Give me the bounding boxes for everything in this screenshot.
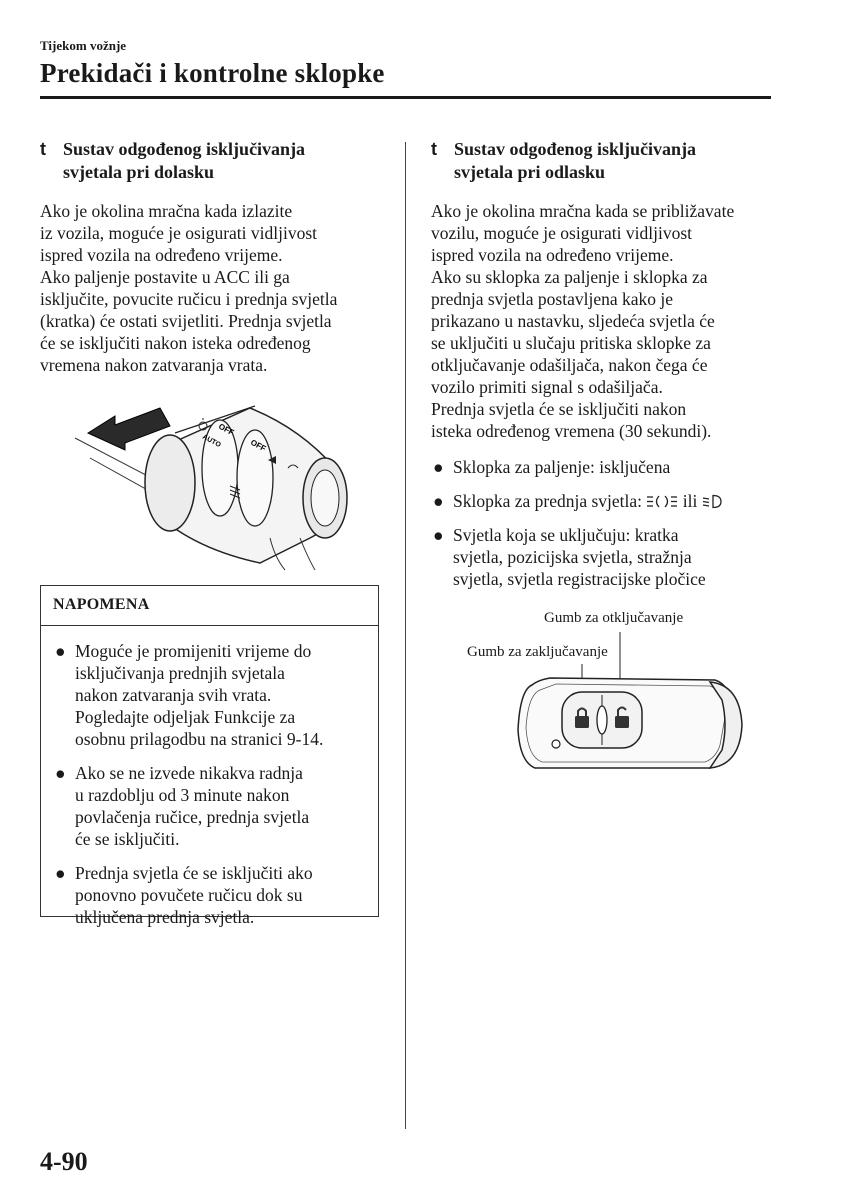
bullet-dot: ●	[433, 457, 444, 477]
page-title: Prekidači i kontrolne sklopke	[40, 58, 385, 88]
body-line: vozilo primiti signal s odašiljača.	[431, 377, 663, 397]
low-beam-icon	[702, 494, 722, 509]
body-line: će se isključiti nakon isteka određenog	[40, 333, 311, 353]
body-line: Ako je okolina mračna kada izlazite	[40, 201, 293, 221]
section-marker: t	[431, 139, 437, 159]
bullet-dot: ●	[433, 491, 444, 511]
note-line: povlačenja ručice, prednja svjetla	[75, 807, 310, 827]
body-line: Prednja svjetla će se isključiti nakon	[431, 399, 687, 419]
body-line: prikazano u nastavku, sljedeća svjetla će	[431, 311, 715, 331]
section-heading-departure	[431, 138, 773, 184]
note-line: će se isključiti.	[75, 829, 180, 849]
arrival-paragraph	[40, 200, 382, 376]
note-item	[53, 762, 370, 850]
bullet-dot: ●	[55, 863, 66, 883]
lock-button-label: Gumb za zaključavanje	[467, 644, 608, 660]
body-line: vremena nakon zatvaranja vrata.	[40, 355, 268, 375]
note-line: Moguće je promijeniti vrijeme do	[75, 641, 312, 661]
bullet-dot: ●	[433, 525, 444, 545]
condition-item	[431, 490, 773, 512]
body-line: vozilu, moguće je osigurati vidljivost	[431, 223, 693, 243]
body-line: Ako su sklopka za paljenje i sklopka za	[431, 267, 708, 287]
condition-line: svjetla, svjetla registracijske pločice	[453, 569, 706, 589]
body-line: ispred vozila na određeno vrijeme.	[431, 245, 674, 265]
title-rule	[40, 96, 771, 99]
departure-paragraph	[431, 200, 773, 442]
body-line: (kratka) će ostati svijetliti. Prednja svjetla	[40, 311, 332, 331]
condition-line: svjetla, pozicijska svjetla, stražnja	[453, 547, 692, 567]
section-title-line: svjetala pri odlasku	[454, 162, 606, 182]
body-line: se uključiti u slučaju pritiska sklopke za	[431, 333, 711, 353]
section-heading-arrival	[40, 138, 382, 184]
body-line: ispred vozila na određeno vrijeme.	[40, 245, 283, 265]
body-line: isključite, povucite ručicu i prednja svjetla	[40, 289, 338, 309]
breadcrumb: Tijekom vožnje	[40, 38, 127, 53]
note-list	[41, 626, 378, 928]
condition-text: Sklopka za prednja svjetla:	[453, 491, 643, 511]
section-title-line: svjetala pri dolasku	[63, 162, 215, 182]
lever-label: AUTO	[201, 433, 222, 450]
key-fob-illustration	[460, 600, 760, 775]
condition-item	[431, 524, 773, 590]
lever-label: OFF	[217, 421, 236, 438]
section-title-line: Sustav odgođenog isključivanja	[454, 139, 697, 159]
left-column	[40, 138, 382, 376]
note-title: NAPOMENA	[41, 586, 378, 626]
body-line: prednja svjetla postavljena kako je	[431, 289, 674, 309]
condition-line: Svjetla koja se uključuju: kratka	[453, 525, 679, 545]
body-line: otključavanje odašiljača, nakon čega će	[431, 355, 708, 375]
body-line: Ako je okolina mračna kada se približavate	[431, 201, 735, 221]
note-item	[53, 862, 370, 928]
condition-text: ili	[682, 491, 698, 511]
section-marker: t	[40, 139, 46, 159]
condition-item	[431, 456, 773, 478]
bullet-dot: ●	[55, 641, 66, 661]
note-line: ponovno povučete ručicu dok su	[75, 885, 303, 905]
note-line: nakon zatvaranja svih vrata.	[75, 685, 272, 705]
page-number: 4-90	[40, 1147, 88, 1176]
note-line: Prednja svjetla će se isključiti ako	[75, 863, 313, 883]
note-line: uključena prednja svjetla.	[75, 907, 255, 927]
lever-label: OFF	[249, 437, 268, 454]
body-line: isteka određenog vremena (30 sekundi).	[431, 421, 712, 441]
note-line: isključivanja prednjih svjetala	[75, 663, 285, 683]
section-title-line: Sustav odgođenog isključivanja	[63, 139, 306, 159]
headlight-lever-illustration	[70, 398, 370, 573]
condition-line	[453, 490, 773, 512]
column-divider	[405, 142, 406, 1129]
condition-text: Sklopka za paljenje: isključena	[453, 457, 671, 477]
parking-lights-icon	[646, 494, 678, 509]
note-line: osobnu prilagodbu na stranici 9-14.	[75, 729, 324, 749]
right-column	[431, 138, 773, 602]
body-line: iz vozila, moguće je osigurati vidljivost	[40, 223, 318, 243]
note-line: Ako se ne izvede nikakva radnja	[75, 763, 303, 783]
note-line: u razdoblju od 3 minute nakon	[75, 785, 290, 805]
note-box	[40, 585, 379, 927]
unlock-button-label: Gumb za otključavanje	[544, 610, 684, 626]
bullet-dot: ●	[55, 763, 66, 783]
note-line: Pogledajte odjeljak Funkcije za	[75, 707, 296, 727]
conditions-list	[431, 456, 773, 590]
body-line: Ako paljenje postavite u ACC ili ga	[40, 267, 290, 287]
note-item	[53, 640, 370, 750]
